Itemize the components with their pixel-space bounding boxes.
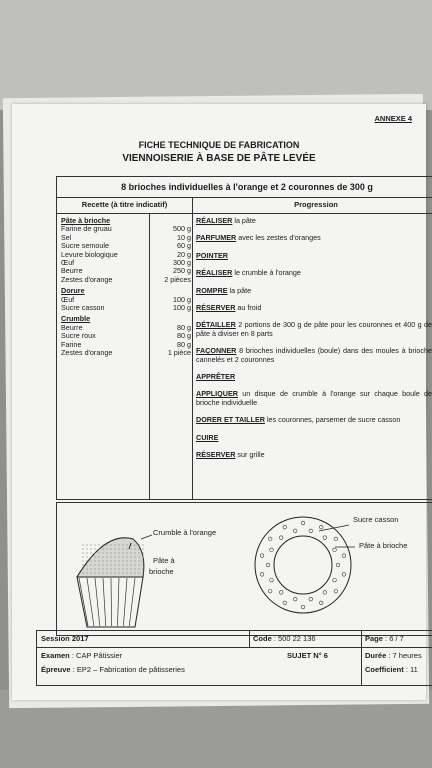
- ingredient-quantity: 20 g: [177, 249, 191, 259]
- step-text: au froid: [235, 303, 262, 313]
- step-text: 2 portions de 300 g de pâte pour les couronnes et 400 g de pâte à diviser en 8 parts: [196, 320, 432, 338]
- illustration-panel: [56, 502, 432, 636]
- footer-table: [36, 630, 432, 686]
- step-text: 8 brioches individuelles (boule) dans des moules à brioche cannelés et 2 couronnes: [196, 346, 432, 364]
- page-cell: [361, 631, 432, 647]
- ingredient-name: Zestes d'orange: [61, 348, 113, 358]
- coefficient-cell: [365, 665, 418, 675]
- ingredient-quantity: 100 g: [173, 303, 191, 313]
- step-verb: DORER ET TAILLER: [196, 415, 265, 425]
- ingredient-quantity: 60 g: [177, 241, 191, 251]
- recipe-column-header: Recette (à titre indicatif): [81, 200, 168, 209]
- crown-drawing: [255, 517, 355, 613]
- ingredient-quantity: 250 g: [173, 266, 191, 276]
- crumble-label: Crumble à l'orange: [153, 528, 217, 537]
- pate-label-line-2: brioche: [149, 567, 174, 576]
- footer-divider-1: [249, 631, 250, 647]
- ingredient-name: Beurre: [61, 322, 83, 332]
- step-verb: CUIRE: [196, 432, 219, 442]
- step-verb: RÉSERVER: [196, 303, 236, 313]
- pate-label-line-1: Pâte à: [153, 556, 175, 565]
- ingredient-name: Œuf: [61, 294, 75, 304]
- progression-step: [196, 217, 432, 225]
- ingredient-quantity: 1 pièce: [167, 348, 191, 358]
- step-text: le crumble à l'orange: [232, 268, 301, 278]
- progression-step: [196, 390, 432, 407]
- ingredient-quantity: 80 g: [177, 339, 191, 349]
- ingredient-row: [61, 276, 191, 284]
- section-title: Pâte à brioche: [61, 216, 111, 225]
- session-cell: Session 2017: [41, 634, 89, 643]
- duree-cell: [365, 651, 422, 661]
- column-headers: [57, 197, 432, 214]
- duree-label: Durée: [365, 651, 387, 660]
- ingredient-row: [61, 304, 191, 312]
- coefficient-value: : 11: [403, 665, 418, 674]
- ingredient-name: Zestes d'orange: [61, 274, 113, 284]
- column-divider-progression: [192, 197, 193, 499]
- title-line-2: VIENNOISERIE À BASE DE PÂTE LEVÉE: [122, 153, 316, 164]
- brioche-cup-drawing: [77, 535, 152, 627]
- ingredient-row: [61, 225, 191, 233]
- examen-cell: [41, 651, 122, 661]
- progression-step: [196, 416, 432, 424]
- progression-step: [196, 434, 432, 442]
- epreuve-value: : EP2 – Fabrication de pâtisseries: [70, 665, 185, 674]
- ingredient-quantity: 300 g: [173, 258, 191, 268]
- sujet-cell: SUJET N° 6: [287, 651, 328, 660]
- progression-step: [196, 451, 432, 459]
- section-title: Dorure: [61, 286, 85, 296]
- ingredient-row: [61, 349, 191, 357]
- ingredient-quantity: 80 g: [177, 331, 191, 341]
- ingredient-quantity: 10 g: [177, 232, 191, 242]
- ingredient-name: Sucre roux: [61, 331, 96, 341]
- technical-sheet: [12, 104, 432, 700]
- progression-step: [196, 269, 432, 277]
- recipe-table: [56, 176, 432, 500]
- code-value: : 500 22 136: [271, 634, 316, 643]
- section-title: Crumble: [61, 314, 91, 324]
- coefficient-label: Coefficient: [365, 665, 404, 674]
- ingredient-quantity: 500 g: [173, 224, 191, 234]
- duree-value: : 7 heures: [386, 651, 422, 660]
- ingredient-name: Levure biologique: [61, 249, 118, 259]
- step-text: la pâte: [227, 285, 252, 295]
- step-verb: APPRÊTER: [196, 372, 236, 382]
- footer-row-1: [37, 631, 432, 648]
- sucre-casson-label: Sucre casson: [353, 515, 399, 524]
- progression-step: [196, 321, 432, 338]
- annexe-label: ANNEXE 4: [374, 114, 412, 123]
- ingredient-name: Farine de gruau: [61, 224, 112, 234]
- step-text: sur grille: [235, 450, 265, 460]
- progression-step: [196, 234, 432, 242]
- page-label: Page: [365, 634, 383, 643]
- step-verb: DÉTAILLER: [196, 320, 236, 330]
- step-verb: POINTER: [196, 250, 228, 260]
- ingredient-name: Œuf: [61, 258, 75, 268]
- step-text: avec les zestes d'oranges: [236, 233, 321, 243]
- progression-step: [196, 373, 432, 381]
- step-verb: FAÇONNER: [196, 346, 237, 356]
- progression-step: [196, 252, 432, 260]
- ingredient-name: Sucre semoule: [61, 241, 109, 251]
- step-verb: RÉALISER: [196, 268, 233, 278]
- title-line-1: FICHE TECHNIQUE DE FABRICATION: [138, 140, 300, 150]
- ingredient-name: Beurre: [61, 266, 83, 276]
- examen-label: Examen: [41, 651, 70, 660]
- step-verb: PARFUMER: [196, 233, 237, 243]
- examen-value: : CAP Pâtissier: [69, 651, 123, 660]
- table-heading: 8 brioches individuelles à l'orange et 2 couronnes de 300 g: [57, 177, 432, 198]
- progression-step: [196, 287, 432, 295]
- step-verb: ROMPRE: [196, 285, 228, 295]
- progression-step: [196, 347, 432, 364]
- epreuve-cell: [41, 665, 185, 675]
- step-verb: RÉSERVER: [196, 450, 236, 460]
- pate-brioche-label: Pâte à brioche: [359, 541, 408, 550]
- ingredient-name: Sel: [61, 232, 72, 242]
- crumble-leader-line: [141, 535, 152, 539]
- step-text: la pâte: [232, 216, 256, 225]
- ingredient-quantity: 2 pièces: [164, 274, 191, 284]
- step-verb: APPLIQUER: [196, 389, 238, 399]
- step-text: les couronnes, parsemer de sucre casson: [264, 415, 401, 425]
- ingredient-row: [61, 251, 191, 259]
- ingredient-quantity: 80 g: [177, 322, 191, 332]
- footer-divider-2: [361, 631, 362, 685]
- code-cell: [249, 631, 361, 647]
- progression-steps: [196, 217, 432, 469]
- progression-column-header: Progression: [294, 200, 338, 209]
- ingredient-quantity: 100 g: [173, 294, 191, 304]
- ingredients-list: [61, 217, 191, 358]
- code-label: Code: [253, 634, 272, 643]
- page-value: : 6 / 7: [382, 634, 404, 643]
- step-verb: RÉALISER: [196, 216, 233, 225]
- progression-step: [196, 304, 432, 312]
- step-text: un disque de crumble à l'orange sur chaque boule de brioche individuelle: [196, 389, 432, 407]
- ingredient-name: Farine: [61, 339, 82, 349]
- epreuve-label: Épreuve: [41, 665, 71, 674]
- ingredient-name: Sucre casson: [61, 303, 105, 313]
